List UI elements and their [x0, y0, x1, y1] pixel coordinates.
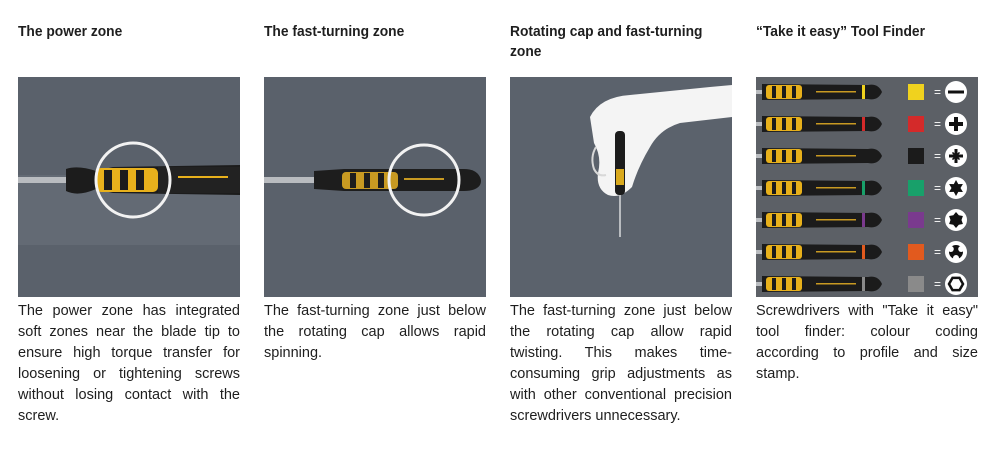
panel-title: The power zone — [18, 23, 123, 40]
panel-title: “Take it easy” Tool Finder — [756, 23, 925, 40]
panel-description: The fast-turning zone just below the rotating cap allows rapid spinning. — [264, 303, 486, 361]
panel-title: Rotating cap and fast-turning zone — [510, 23, 703, 60]
panel-description: The power zone has integrated soft zones near the blade tip to ensure high torque transfer for loosening or tightening screws without losing contact with the screw. — [18, 303, 240, 424]
equals-sign: = — [934, 85, 942, 99]
equals-sign: = — [934, 213, 942, 227]
colour-swatch — [908, 116, 924, 132]
colour-swatch — [908, 148, 924, 164]
colour-ring — [862, 181, 865, 195]
tool-finder-photo — [756, 77, 978, 297]
panel-description: The fast-turning zone just below the rotating cap allow rapid twisting. This makes time-consuming grip adjustments as with other conventional precision screwdrivers unnecessary. — [510, 303, 732, 424]
colour-ring — [862, 149, 865, 163]
fast-turning-zone-photo — [264, 77, 486, 297]
equals-sign: = — [934, 149, 942, 163]
colour-swatch — [908, 276, 924, 292]
rotating-cap-photo — [510, 77, 732, 297]
colour-ring — [862, 213, 865, 227]
panel-description: Screwdrivers with "Take it easy" tool finder: colour coding according to profile and size stamp. — [756, 303, 978, 382]
colour-ring — [862, 85, 865, 99]
equals-sign: = — [934, 117, 942, 131]
equals-sign: = — [934, 245, 942, 259]
panel-title: The fast-turning zone — [264, 23, 405, 40]
colour-swatch — [908, 212, 924, 228]
equals-sign: = — [934, 181, 942, 195]
colour-swatch — [908, 244, 924, 260]
tool-finder-illustration — [756, 77, 978, 297]
colour-ring — [862, 277, 865, 291]
colour-ring — [862, 245, 865, 259]
equals-sign: = — [934, 277, 942, 291]
power-zone-photo — [18, 77, 240, 297]
colour-ring — [862, 117, 865, 131]
colour-swatch — [908, 84, 924, 100]
colour-swatch — [908, 180, 924, 196]
